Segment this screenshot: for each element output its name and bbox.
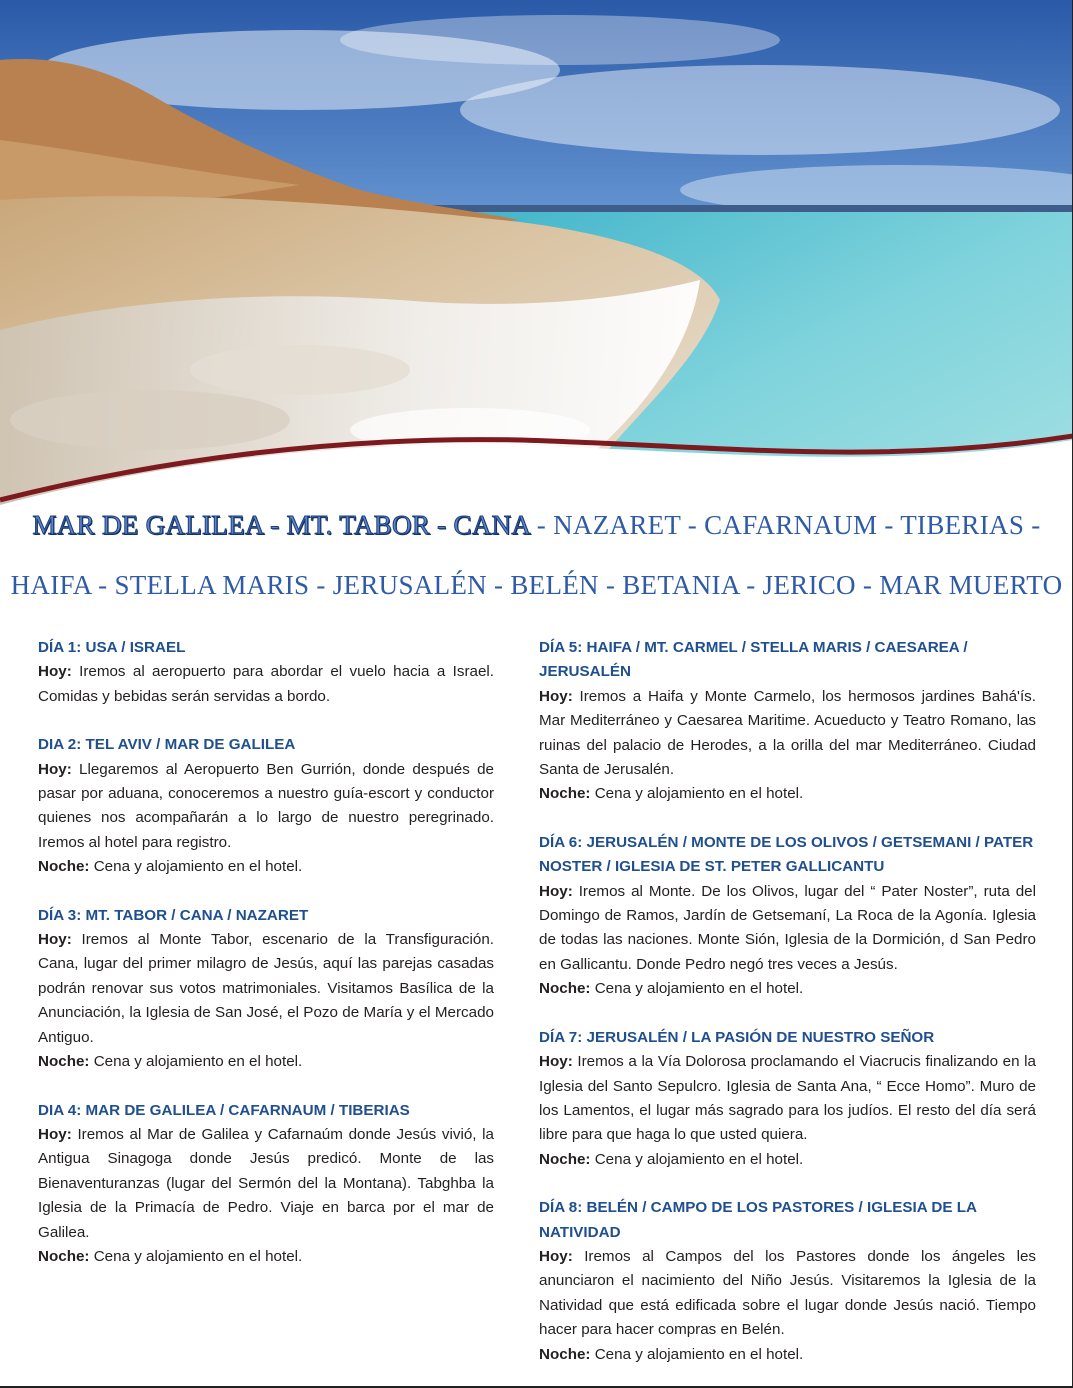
day-title: DIA 2: TEL AVIV / MAR DE GALILEA	[38, 736, 296, 754]
noche-label: Noche:	[38, 858, 90, 876]
hoy-label: Hoy:	[539, 882, 573, 900]
day-8	[539, 1196, 1036, 1367]
noche-text: Cena y alojamiento en el hotel.	[590, 1150, 804, 1168]
dead-sea-photo	[0, 0, 1073, 540]
day-title: DÍA 8: BELÉN / CAMPO DE LOS PASTORES / IGLESIA DE LA NATIVIDAD	[539, 1199, 977, 1241]
route-line-1	[0, 510, 1073, 541]
noche-text: Cena y alojamiento en el hotel.	[89, 1247, 303, 1265]
hoy-label: Hoy:	[539, 687, 573, 705]
day-1	[38, 636, 494, 709]
noche-label: Noche:	[38, 1247, 90, 1265]
noche-line	[539, 1343, 1036, 1367]
day-body	[539, 685, 1036, 783]
day-6	[539, 831, 1036, 1002]
noche-label: Noche:	[539, 1150, 591, 1168]
noche-text: Cena y alojamiento en el hotel.	[590, 785, 804, 803]
hoy-label: Hoy:	[539, 1247, 573, 1265]
itinerary-right-column	[539, 636, 1036, 1388]
noche-text: Cena y alojamiento en el hotel.	[590, 980, 804, 998]
day-title: DÍA 3: MT. TABOR / CANA / NAZARET	[38, 906, 309, 924]
noche-text: Cena y alojamiento en el hotel.	[89, 858, 303, 876]
day-body	[38, 928, 494, 1050]
hoy-label: Hoy:	[539, 1053, 573, 1071]
noche-line	[38, 1050, 494, 1074]
day-4	[38, 1099, 494, 1270]
hoy-text: Llegaremos al Aeropuerto Ben Gurrión, donde después de pasar por aduana, conoceremos a nuestro guía-escort y conductor quienes nos acompañarán a lo largo de nuestro peregrinado. Iremos al hotel para registro.	[38, 760, 494, 851]
day-5	[539, 636, 1036, 807]
hoy-text: Iremos al Monte. De los Olivos, lugar del “ Pater Noster”, ruta del Domingo de Ramos, Jardín de Getsemaní, La Roca de la Agonía. Iglesia de todas las naciones. Monte Sión, Iglesia de la Dormición, d San Pedro en Gallicantu. Donde Pedro negó tres veces a Jesús.	[539, 882, 1036, 973]
dead-sea-photo-art	[0, 0, 1073, 540]
route-line-1-outlined: MAR DE GALILEA - MT. TABOR - CANA	[32, 510, 530, 540]
route-line-1-rest: - NAZARET - CAFARNAUM - TIBERIAS -	[529, 510, 1041, 540]
hoy-label: Hoy:	[38, 1125, 72, 1143]
hoy-text: Iremos a la Vía Dolorosa proclamando el Viacrucis finalizando en la Iglesia del Santo Sepulcro. Iglesia de Santa Ana, “ Ecce Homo”. Muro de los Lamentos, el lugar más sagrado para los judíos. El resto del día será libre para que haga lo que usted quiera.	[539, 1053, 1036, 1144]
hoy-text: Iremos al Campos del los Pastores donde los ángeles les anunciaron el nacimiento del Niño Jesús. Visitaremos la Iglesia de la Natividad que está edificada sobre el lugar donde Jesús nació. Tiempo hacer para hacer compras en Belén.	[539, 1247, 1036, 1339]
noche-label: Noche:	[539, 1345, 591, 1363]
day-title: DÍA 5: HAIFA / MT. CARMEL / STELLA MARIS / CAESAREA / JERUSALÉN	[539, 639, 968, 681]
route-line-2: HAIFA - STELLA MARIS - JERUSALÉN - BELÉN - BETANIA - JERICO - MAR MUERTO	[10, 570, 1063, 600]
hoy-text: Iremos a Haifa y Monte Carmelo, los hermosos jardines Bahá'ís. Mar Mediterráneo y Caesarea Maritime. Acueducto y Teatro Romano, las ruinas del palacio de Herodes, a la orilla del mar Mediterráneo. Ciudad Santa de Jerusalén.	[539, 687, 1036, 779]
noche-line	[38, 1245, 494, 1269]
noche-text: Cena y alojamiento en el hotel.	[590, 1345, 804, 1363]
itinerary-left-column	[38, 636, 494, 1293]
noche-line	[539, 1148, 1036, 1172]
hoy-label: Hoy:	[38, 663, 72, 681]
day-body	[38, 660, 494, 709]
day-title: DÍA 1: USA / ISRAEL	[38, 639, 186, 656]
noche-label: Noche:	[539, 980, 591, 998]
noche-line	[539, 782, 1036, 806]
hoy-label: Hoy:	[38, 931, 72, 949]
noche-line	[539, 977, 1036, 1001]
day-2	[38, 733, 494, 879]
noche-line	[38, 855, 494, 879]
day-3	[38, 904, 494, 1075]
day-7	[539, 1026, 1036, 1172]
hoy-text: Iremos al aeropuerto para abordar el vuelo hacia a Israel. Comidas y bebidas serán servidas a bordo.	[38, 663, 494, 705]
day-title: DÍA 7: JERUSALÉN / LA PASIÓN DE NUESTRO SEÑOR	[539, 1028, 935, 1046]
noche-text: Cena y alojamiento en el hotel.	[89, 1053, 303, 1071]
hoy-text: Iremos al Monte Tabor, escenario de la Transfiguración. Cana, lugar del primer milagro de Jesús, aquí las parejas casadas podrán renovar sus votos matrimoniales. Visitamos Basílica de la Anunciación, la Iglesia de San José, el Pozo de María y el Mercado Antiguo.	[38, 931, 494, 1046]
hoy-label: Hoy:	[38, 760, 72, 778]
noche-label: Noche:	[38, 1053, 90, 1071]
day-body	[539, 1245, 1036, 1343]
day-body	[38, 758, 494, 856]
day-body	[539, 880, 1036, 978]
day-title: DÍA 6: JERUSALÉN / MONTE DE LOS OLIVOS / GETSEMANI / PATER NOSTER / IGLESIA DE ST. PETER GALLICANTU	[539, 833, 1034, 876]
day-body	[38, 1123, 494, 1245]
day-body	[539, 1050, 1036, 1148]
day-title: DIA 4: MAR DE GALILEA / CAFARNAUM / TIBERIAS	[38, 1101, 410, 1119]
noche-label: Noche:	[539, 785, 591, 803]
hoy-text: Iremos al Mar de Galilea y Cafarnaúm donde Jesús vivió, la Antigua Sinagoga donde Jesús predicó. Monte de las Bienaventuranzas (lugar del Sermón del la Montana). Tabghba la Iglesia de la Primacía de Pedro. Viaje en barca por el mar de Galilea.	[38, 1125, 494, 1241]
